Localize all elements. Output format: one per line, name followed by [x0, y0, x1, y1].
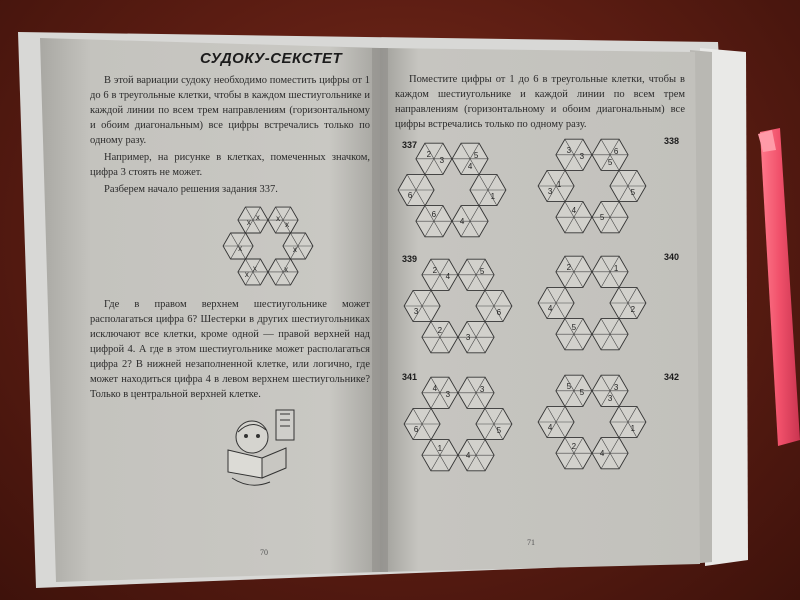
example-x-mark-6: x	[292, 245, 297, 254]
puzzle-341-digit-1: 4	[432, 383, 438, 393]
puzzle-338-digit-8: 5	[607, 157, 613, 167]
puzzle-number-338: 338	[664, 136, 680, 146]
left-paragraph-intro: В этой вариации судоку необходимо поместить цифры от 1 до 6 в треугольные клетки, чтобы в каждом шестиугольнике и каждой линии по всем трем направлениям (горизонтальному и обоим диагональным) все цифры встречались только по одному разу.	[90, 75, 370, 146]
puzzle-340-digit-3: 4	[547, 304, 553, 313]
puzzle-339-digit-3: 3	[413, 307, 419, 316]
puzzle-341-digit-5: 1	[437, 444, 443, 454]
puzzle-339-digit-4: 6	[496, 308, 502, 317]
puzzle-342-digit-6: 4	[599, 449, 605, 459]
puzzle-337-digit-1: 2	[426, 149, 432, 159]
puzzle-338-digit-4: 5	[630, 188, 636, 197]
puzzle-342-digit-5: 2	[571, 442, 577, 452]
puzzle-340-digit-5: 5	[571, 323, 577, 333]
puzzle-339-digit-5: 2	[437, 326, 443, 336]
puzzle-342-digit-1: 5	[566, 381, 572, 391]
puzzle-number-341: 341	[402, 372, 418, 382]
example-x-mark-9: x	[284, 264, 289, 274]
puzzle-340-digit-4: 2	[630, 305, 636, 314]
puzzle-338-digit-1: 3	[566, 145, 572, 155]
left-page-number: 70	[260, 548, 268, 557]
puzzle-number-339: 339	[402, 254, 418, 264]
left-paragraph-example: Например, на рисунке в клетках, помеченных значком, цифра 3 стоять не может.	[90, 152, 370, 178]
puzzle-342-digit-2: 3	[613, 382, 619, 392]
pink-marker	[758, 128, 800, 446]
puzzle-337-digit-5: 6	[431, 210, 437, 220]
example-x-mark-7: x	[252, 263, 257, 273]
puzzle-341-digit-7: 3	[445, 389, 451, 399]
puzzle-339-digit-6: 3	[465, 333, 471, 343]
puzzle-338-digit-7: 3	[579, 151, 585, 161]
puzzle-342-digit-4: 1	[630, 424, 636, 433]
puzzle-338-digit-5: 4	[571, 206, 577, 216]
example-x-mark-4: x	[276, 214, 281, 224]
puzzle-341-digit-6: 4	[465, 451, 471, 461]
puzzle-337-digit-8: 4	[467, 161, 473, 171]
left-page-title: СУДОКУ-СЕКСТЕТ	[200, 50, 343, 67]
example-x-mark-1: x	[246, 218, 251, 228]
puzzle-337-digit-7: 3	[439, 155, 445, 165]
puzzle-339-digit-1: 2	[432, 265, 438, 275]
puzzle-number-342: 342	[664, 372, 680, 382]
left-paragraph-solution-start: Разберем начало решения задания 337.	[104, 184, 278, 195]
example-x-mark-8: x	[244, 269, 249, 279]
puzzle-338-digit-2: 6	[613, 146, 619, 156]
puzzle-342-digit-3: 4	[547, 423, 553, 432]
puzzle-337-digit-2: 5	[473, 150, 479, 160]
puzzle-337-digit-3: 6	[407, 191, 413, 200]
example-x-mark-5: x	[238, 244, 243, 253]
puzzle-341-digit-2: 3	[479, 384, 485, 394]
right-page-instructions: Поместите цифры от 1 до 6 в треугольные клетки, чтобы в каждом шестиугольнике и каждой линии по всем трем направлениям (горизонтальному и обоим диагональным) все цифры встречались только по одному разу.	[395, 74, 685, 130]
puzzle-339-digit-7: 4	[445, 271, 451, 281]
puzzle-338-digit-3: 3	[547, 187, 553, 196]
puzzle-339-digit-2: 5	[479, 266, 485, 276]
puzzle-340-digit-2: 1	[613, 263, 619, 273]
right-page-number: 71	[527, 538, 535, 547]
puzzle-number-337: 337	[402, 140, 418, 150]
book-gutter	[372, 48, 388, 572]
puzzle-340-digit-1: 2	[566, 262, 572, 272]
puzzle-337-digit-6: 4	[459, 217, 465, 227]
example-x-mark-3: x	[285, 220, 290, 230]
puzzle-342-digit-8: 3	[607, 393, 613, 403]
example-x-mark-2: x	[255, 213, 260, 223]
puzzle-number-340: 340	[664, 252, 680, 262]
puzzle-342-digit-7: 5	[579, 387, 585, 397]
puzzle-338-digit-6: 5	[599, 213, 605, 223]
puzzle-338-digit-9: 1	[556, 180, 562, 189]
puzzle-341-digit-3: 6	[413, 425, 419, 434]
puzzle-337-digit-4: 1	[490, 192, 496, 201]
left-paragraph-explanation: Где в правом верхнем шестиугольнике может располагаться цифра 6? Шестерки в других шестиугольниках исключают все клетки, кроме одной — правой верхней над цифрой 4. А где в этом шестиугольнике может располагаться цифра 2? В нижней незаполненной клетке, или логично, где может находиться цифра 4 в левом верхнем шестиугольнике? Только в центральной верхней клетке.	[90, 299, 370, 400]
puzzle-341-digit-4: 5	[496, 426, 502, 435]
